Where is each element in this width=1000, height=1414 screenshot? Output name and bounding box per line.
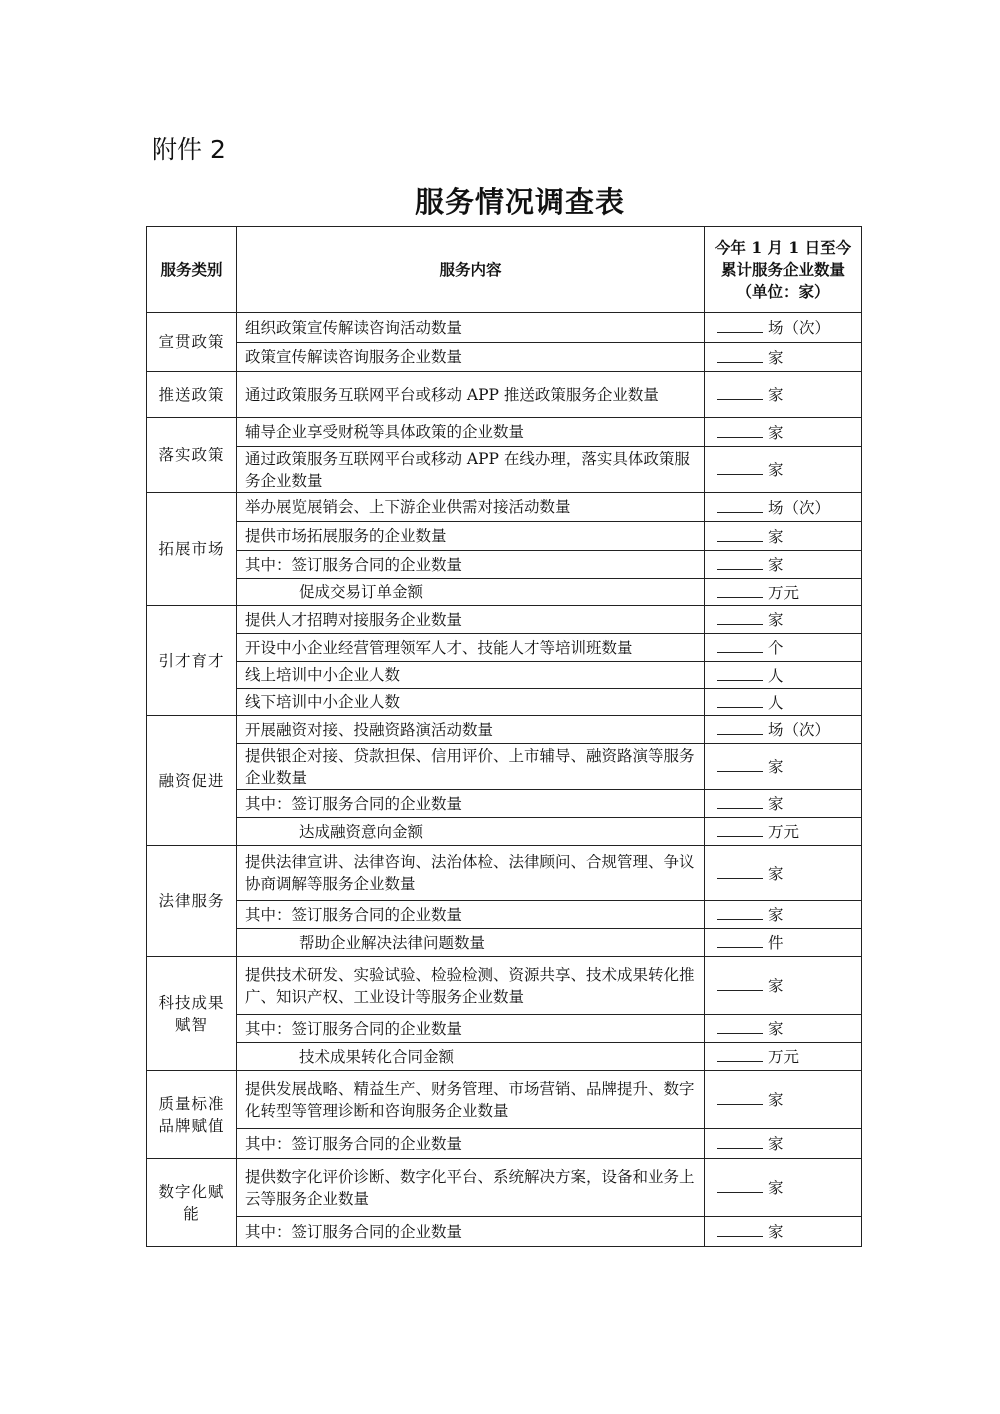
unit-label: 家	[768, 795, 784, 813]
count-cell[interactable]	[705, 744, 862, 790]
table-row	[147, 634, 862, 662]
table-row	[147, 929, 862, 957]
content-cell: 促成交易订单金额	[237, 579, 705, 606]
count-cell[interactable]	[705, 716, 862, 744]
table-row	[147, 689, 862, 716]
content-cell: 其中：签订服务合同的企业数量	[237, 1217, 705, 1247]
unit-label: 家	[768, 906, 784, 924]
content-cell: 提供技术研发、实验试验、检验检测、资源共享、技术成果转化推广、知识产权、工业设计等服务企业数量	[237, 957, 705, 1015]
table-row	[147, 1129, 862, 1159]
content-cell: 提供市场拓展服务的企业数量	[237, 522, 705, 551]
table-row	[147, 818, 862, 846]
count-cell[interactable]	[705, 418, 862, 447]
table-row	[147, 447, 862, 493]
table-row	[147, 343, 862, 372]
content-cell: 通过政策服务互联网平台或移动 APP 在线办理，落实具体政策服务企业数量	[237, 447, 705, 493]
table-row	[147, 1217, 862, 1247]
unit-label: 场（次）	[768, 721, 831, 739]
count-cell[interactable]	[705, 689, 862, 716]
count-cell[interactable]	[705, 901, 862, 929]
table-row	[147, 313, 862, 343]
count-cell[interactable]	[705, 313, 862, 343]
table-row	[147, 493, 862, 522]
content-cell: 线上培训中小企业人数	[237, 662, 705, 689]
unit-label: 万元	[768, 1048, 800, 1066]
unit-label: 家	[768, 758, 784, 776]
count-cell[interactable]	[705, 493, 862, 522]
unit-label: 场（次）	[768, 319, 831, 337]
fill-blank[interactable]	[717, 608, 763, 625]
count-cell[interactable]	[705, 579, 862, 606]
fill-blank[interactable]	[717, 1017, 763, 1034]
unit-label: 家	[768, 611, 784, 629]
content-cell: 技术成果转化合同金额	[237, 1043, 705, 1071]
count-cell[interactable]	[705, 929, 862, 957]
table-row	[147, 901, 862, 929]
table-row	[147, 1015, 862, 1043]
content-cell: 举办展览展销会、上下游企业供需对接活动数量	[237, 493, 705, 522]
count-cell[interactable]	[705, 634, 862, 662]
fill-blank[interactable]	[717, 903, 763, 920]
content-cell: 其中：签订服务合同的企业数量	[237, 901, 705, 929]
count-cell[interactable]	[705, 522, 862, 551]
count-cell[interactable]	[705, 1217, 862, 1247]
unit-label: 人	[768, 666, 784, 685]
count-cell[interactable]	[705, 818, 862, 846]
table-row	[147, 522, 862, 551]
content-cell: 组织政策宣传解读咨询活动数量	[237, 313, 705, 343]
count-cell[interactable]	[705, 606, 862, 634]
header-count: 今年 1 月 1 日至今累计服务企业数量（单位：家）	[705, 227, 862, 313]
unit-label: 家	[768, 1020, 784, 1038]
content-cell: 其中：签订服务合同的企业数量	[237, 1015, 705, 1043]
content-cell: 提供银企对接、贷款担保、信用评价、上市辅导、融资路演等服务企业数量	[237, 744, 705, 790]
unit-label: 家	[768, 348, 784, 367]
category-cell: 质量标准品牌赋值	[147, 1071, 237, 1159]
table-row	[147, 372, 862, 418]
unit-label: 家	[768, 1135, 784, 1153]
unit-label: 家	[768, 461, 784, 479]
content-cell: 辅导企业享受财税等具体政策的企业数量	[237, 418, 705, 447]
category-cell: 落实政策	[147, 418, 237, 493]
fill-blank[interactable]	[717, 820, 763, 837]
fill-blank[interactable]	[717, 755, 763, 772]
fill-blank[interactable]	[717, 1220, 763, 1237]
fill-blank[interactable]	[717, 664, 763, 681]
fill-blank[interactable]	[717, 974, 763, 991]
fill-blank[interactable]	[717, 421, 763, 438]
content-cell: 提供人才招聘对接服务企业数量	[237, 606, 705, 634]
unit-label: 个	[768, 639, 784, 657]
table-row	[147, 846, 862, 901]
count-cell[interactable]	[705, 1129, 862, 1159]
count-cell[interactable]	[705, 372, 862, 418]
content-cell: 通过政策服务互联网平台或移动 APP 推送政策服务企业数量	[237, 372, 705, 418]
content-cell: 开设中小企业经营管理领军人才、技能人才等培训班数量	[237, 634, 705, 662]
fill-blank[interactable]	[717, 1132, 763, 1149]
fill-blank[interactable]	[717, 346, 763, 363]
fill-blank[interactable]	[717, 1176, 763, 1193]
table-row	[147, 606, 862, 634]
unit-label: 人	[768, 693, 784, 712]
fill-blank[interactable]	[717, 316, 763, 333]
count-cell[interactable]	[705, 1043, 862, 1071]
fill-blank[interactable]	[717, 792, 763, 809]
fill-blank[interactable]	[717, 1045, 763, 1062]
unit-label: 万元	[768, 823, 800, 841]
count-cell[interactable]	[705, 1071, 862, 1129]
unit-label: 家	[768, 977, 784, 995]
table-row	[147, 1071, 862, 1129]
content-cell: 开展融资对接、投融资路演活动数量	[237, 716, 705, 744]
unit-label: 家	[768, 556, 784, 574]
category-cell: 宣贯政策	[147, 313, 237, 372]
table-row	[147, 790, 862, 818]
count-cell[interactable]	[705, 846, 862, 901]
table-row	[147, 716, 862, 744]
fill-blank[interactable]	[717, 458, 763, 475]
category-cell: 科技成果赋智	[147, 957, 237, 1071]
unit-label: 家	[768, 1223, 784, 1241]
fill-blank[interactable]	[717, 496, 763, 513]
fill-blank[interactable]	[717, 1088, 763, 1105]
fill-blank[interactable]	[717, 931, 763, 948]
content-cell: 线下培训中小企业人数	[237, 689, 705, 716]
fill-blank[interactable]	[717, 636, 763, 653]
attachment-label: 附件 2	[152, 135, 226, 164]
count-cell[interactable]	[705, 1015, 862, 1043]
content-cell: 提供数字化评价诊断、数字化平台、系统解决方案，设备和业务上云等服务企业数量	[237, 1159, 705, 1217]
unit-label: 场（次）	[768, 498, 831, 517]
unit-label: 家	[768, 527, 784, 546]
count-cell[interactable]	[705, 790, 862, 818]
count-cell[interactable]	[705, 343, 862, 372]
category-cell: 数字化赋能	[147, 1159, 237, 1247]
category-cell: 拓展市场	[147, 493, 237, 606]
table-row	[147, 1159, 862, 1217]
category-cell: 法律服务	[147, 846, 237, 957]
count-cell[interactable]	[705, 957, 862, 1015]
content-cell: 其中：签订服务合同的企业数量	[237, 790, 705, 818]
unit-label: 万元	[768, 583, 800, 602]
unit-label: 家	[768, 386, 784, 404]
table-row	[147, 551, 862, 579]
content-cell: 提供发展战略、精益生产、财务管理、市场营销、品牌提升、数字化转型等管理诊断和咨询服务企业数量	[237, 1071, 705, 1129]
unit-label: 家	[768, 1179, 784, 1197]
unit-label: 家	[768, 864, 784, 883]
table-row	[147, 579, 862, 606]
table-row	[147, 957, 862, 1015]
category-cell: 推送政策	[147, 372, 237, 418]
unit-label: 件	[768, 934, 784, 952]
fill-blank[interactable]	[717, 581, 763, 598]
fill-blank[interactable]	[717, 553, 763, 570]
content-cell: 达成融资意向金额	[237, 818, 705, 846]
fill-blank[interactable]	[717, 718, 763, 735]
fill-blank[interactable]	[717, 862, 763, 879]
page-title: 服务情况调查表	[414, 185, 625, 219]
category-cell: 引才育才	[147, 606, 237, 716]
unit-label: 家	[768, 1091, 784, 1109]
header-row	[147, 227, 862, 313]
fill-blank[interactable]	[717, 383, 763, 400]
content-cell: 政策宣传解读咨询服务企业数量	[237, 343, 705, 372]
table-row	[147, 418, 862, 447]
table-row	[147, 662, 862, 689]
unit-label: 家	[768, 423, 784, 442]
count-cell[interactable]	[705, 447, 862, 493]
content-cell: 其中：签订服务合同的企业数量	[237, 1129, 705, 1159]
content-cell: 帮助企业解决法律问题数量	[237, 929, 705, 957]
category-cell: 融资促进	[147, 716, 237, 846]
header-content: 服务内容	[237, 227, 705, 313]
fill-blank[interactable]	[717, 525, 763, 542]
count-cell[interactable]	[705, 662, 862, 689]
content-cell: 其中：签订服务合同的企业数量	[237, 551, 705, 579]
header-category: 服务类别	[147, 227, 237, 313]
count-cell[interactable]	[705, 551, 862, 579]
table-row	[147, 1043, 862, 1071]
survey-table	[146, 226, 862, 1247]
content-cell: 提供法律宣讲、法律咨询、法治体检、法律顾问、合规管理、争议协商调解等服务企业数量	[237, 846, 705, 901]
table-row	[147, 744, 862, 790]
fill-blank[interactable]	[717, 691, 763, 708]
count-cell[interactable]	[705, 1159, 862, 1217]
